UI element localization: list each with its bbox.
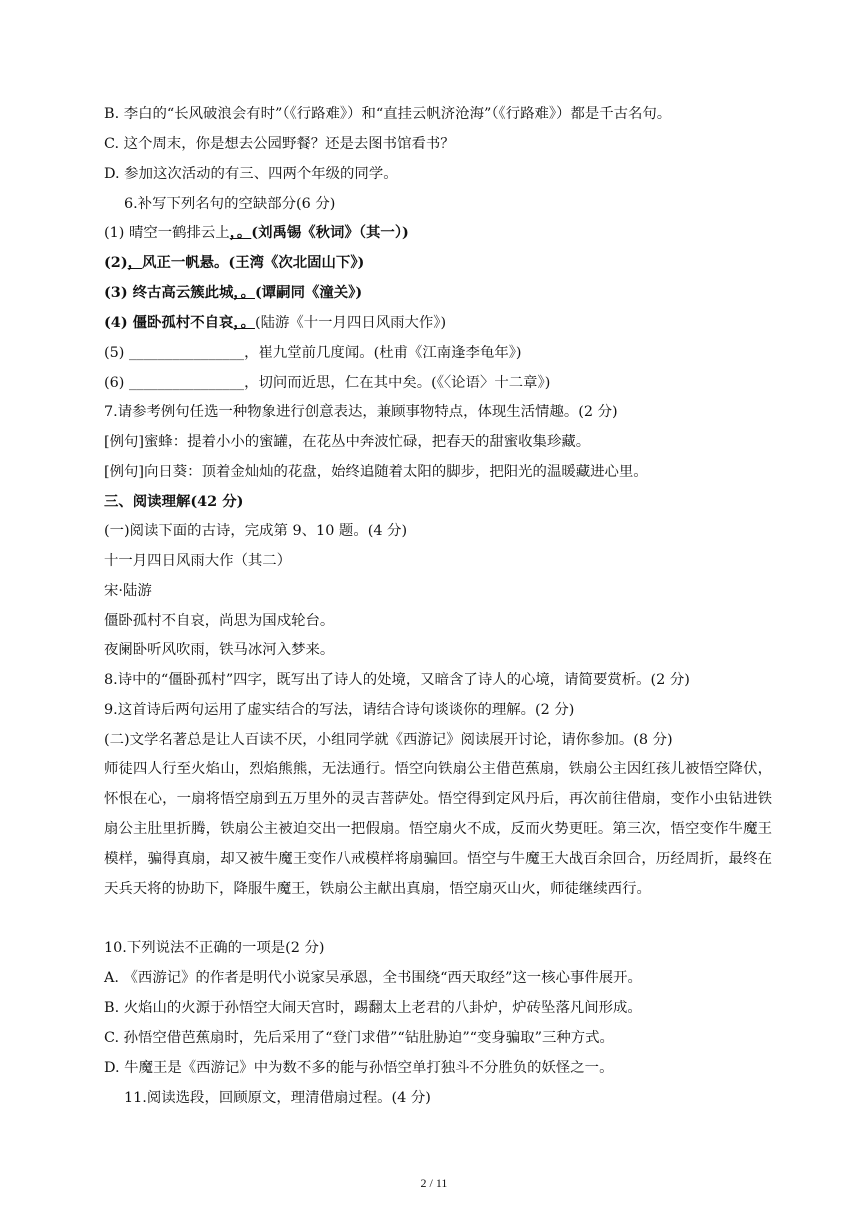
q6-item-3-blank: ，。 [233, 284, 255, 301]
q6-item-2-num: (2) [104, 254, 128, 271]
q6-item-3 [104, 283, 362, 303]
option-d: D. 参加这次活动的有三、四两个年级的同学。 [104, 166, 398, 182]
question-10: 10.下列说法不正确的一项是(2 分) [104, 940, 325, 956]
poem-author: 宋·陆游 [104, 583, 152, 599]
q6-item-2-text: 风正一帆悬。(王湾《次北固山下》) [142, 254, 365, 271]
q10-option-c: C. 孙悟空借芭蕉扇时，先后采用了“登门求借”“钻肚胁迫”“变身骗取”三种方式。 [104, 1030, 614, 1046]
example-2: [例句]向日葵：顶着金灿灿的花盘，始终追随着太阳的脚步，把阳光的温暖藏进心里。 [104, 464, 648, 480]
q6-item-6: (6) ________________，切问而近思，仁在其中矣。(《〈论语〉十二章》) [104, 375, 551, 391]
q10-option-a: A. 《西游记》的作者是明代小说家吴承恩，全书围绕“西天取经”这一核心事件展开。 [104, 970, 642, 986]
q6-item-3-source: (谭嗣同《潼关》) [254, 284, 363, 301]
option-b: B. 李白的“长风破浪会有时”（《行路难》）和“直挂云帆济沧海”（《行路难》）都是千古名句。 [104, 106, 672, 122]
section-3-heading: 三、阅读理解(42 分) [104, 493, 244, 510]
q6-item-2-blank: ， [127, 254, 143, 271]
question-9: 9.这首诗后两句运用了虚实结合的写法，请结合诗句谈谈你的理解。(2 分) [104, 702, 575, 718]
poem-line-2: 夜阑卧听风吹雨，铁马冰河入梦来。 [104, 642, 335, 658]
page-number: 2 / 11 [420, 1176, 448, 1190]
poem-title: 十一月四日风雨大作（其二） [104, 553, 292, 569]
q10-option-d: D. 牛魔王是《西游记》中为数不多的能与孙悟空单打独斗不分胜负的妖怪之一。 [104, 1060, 614, 1076]
part-2-heading: (二)文学名著总是让人百读不厌，小组同学就《西游记》阅读展开讨论，请你参加。(8 分) [104, 732, 673, 748]
q10-option-b: B. 火焰山的火源于孙悟空大闹天宫时，踢翻太上老君的八卦炉，炉砖坠落凡间形成。 [104, 1000, 642, 1016]
question-11: 11.阅读选段，回顾原文，理清借扇过程。(4 分) [124, 1090, 431, 1106]
q6-item-1-source: (刘禹锡《秋词》（其一）) [251, 224, 409, 241]
question-8: 8.诗中的“僵卧孤村”四字，既写出了诗人的处境，又暗含了诗人的心境，请简要赏析。(2 分) [104, 672, 690, 688]
part-1-heading: (一)阅读下面的古诗，完成第 9、10 题。(4 分) [104, 523, 408, 539]
q6-item-1-text: (1) 晴空一鹤排云上 [104, 225, 230, 241]
option-c: C. 这个周末，你是想去公园野餐？还是去图书馆看书？ [104, 136, 455, 152]
q6-item-1-blank: ，。 [229, 224, 252, 241]
q6-item-4 [104, 313, 446, 333]
q6-item-1 [104, 223, 409, 243]
question-7: 7.请参考例句任选一种物象进行创意表达，兼顾事物特点，体现生活情趣。(2 分) [104, 404, 618, 420]
q6-item-2 [104, 253, 364, 273]
q6-item-4-blank: ，。 [233, 314, 255, 331]
q6-item-3-text: (3) 终古高云簇此城 [104, 284, 234, 301]
story-paragraph: 师徒四人行至火焰山，烈焰熊熊，无法通行。悟空向铁扇公主借芭蕉扇，铁扇公主因红孩儿被悟空降伏，怀恨在心，一扇将悟空扇到五万里外的灵吉菩萨处。悟空得到定风丹后，再次前往借扇，变作小虫钻进铁扇公主肚里折腾，铁扇公主被迫交出一把假扇。悟空扇火不成，反而火势更旺。第三次，悟空变作牛魔王模样，骗得真扇，却又被牛魔王变作八戒模样将扇骗回。悟空与牛魔王大战百余回合，历经周折，最终在天兵天将的协助下，降服牛魔王，铁扇公主献出真扇，悟空扇灭山火，师徒继续西行。 [104, 761, 772, 897]
example-1: [例句]蜜蜂：提着小小的蜜罐，在花丛中奔波忙碌，把春天的甜蜜收集珍藏。 [104, 434, 591, 450]
question-6: 6.补写下列名句的空缺部分(6 分) [124, 196, 336, 212]
q6-item-5: (5) ________________，崔九堂前几度闻。(杜甫《江南逢李龟年》) [104, 345, 522, 361]
poem-line-1: 僵卧孤村不自哀，尚思为国戍轮台。 [104, 613, 335, 629]
q6-item-4-text: (4) 僵卧孤村不自哀 [104, 314, 234, 331]
q6-item-4-source: (陆游《十一月四日风雨大作》) [254, 315, 447, 331]
